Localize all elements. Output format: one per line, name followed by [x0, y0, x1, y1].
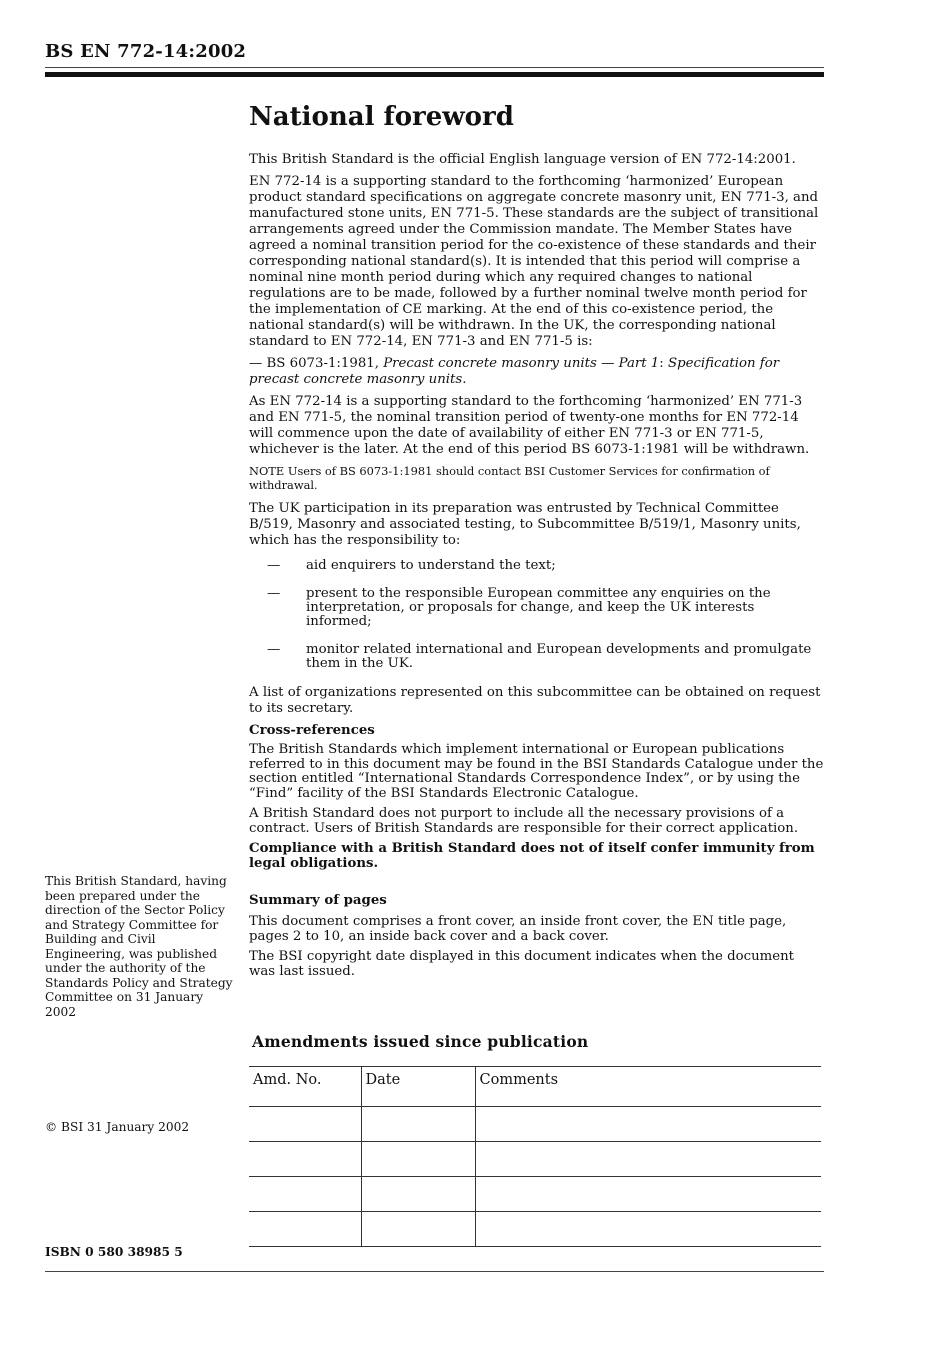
paragraph-transition-period: As EN 772-14 is a supporting standard to the forthcoming ‘harmonized’ EN 771-3 and EN 771-5, the nominal transition period of twenty-one months for EN 772-14 will commence upon the date of availability of either EN 771-3 or EN 771-5, whichever is the later. At the end of this period BS 6073-1:1981 will be withdrawn. — [249, 394, 810, 457]
table-cell — [475, 1107, 821, 1142]
table-cell — [249, 1177, 361, 1212]
table-cell — [249, 1107, 361, 1142]
column-date: Date — [361, 1067, 475, 1107]
table-row — [249, 1212, 821, 1247]
header-rule-thin — [45, 67, 824, 68]
list-item — [249, 643, 824, 671]
paragraph-uk-participation: The UK participation in its preparation was entrusted by Technical Committee B/519, Masonry and associated testing, to Subcommittee B/519/1, Masonry units, which has the responsibility to: — [249, 501, 801, 548]
bs-reference — [249, 356, 824, 388]
amendments-title: Amendments issued since publication — [252, 1032, 589, 1051]
publication-note: This British Standard, having been prepared under the direction of the Sector Policy and Strategy Committee for Building and Civil Engineering, was published under the authority of the Standards Policy and Strategy Committee on 31 January 2002 — [45, 874, 233, 1019]
paragraph-contract-provisions: A British Standard does not purport to include all the necessary provisions of a contract. Users of British Standards are responsible for their correct application. — [249, 806, 799, 836]
dash-marker: — — [267, 558, 281, 573]
header-rule-thick — [45, 72, 824, 77]
paragraph-supporting-standard: EN 772-14 is a supporting standard to the forthcoming ‘harmonized’ European product standard specifications on aggregate concrete masonry unit, EN 771-3, and manufactured stone units, EN 771-5. These standards are the subject of transitional arrangements agreed under the Commission mandate. The Member States have agreed a nominal transition period for the co-existence of these standards and their corresponding national standard(s). It is intended that this period will comprise a nominal nine month period during which any required changes to national regulations are to be made, followed by a further nominal twelve month period for the implementation of CE marking. At the end of this co-existence period, the national standard(s) will be withdrawn. In the UK, the corresponding national standard to EN 772-14, EN 771-3 and EN 771-5 is: — [249, 174, 819, 349]
table-cell — [361, 1107, 475, 1142]
table-cell — [249, 1212, 361, 1247]
amendments-table — [249, 1066, 821, 1247]
bs-ref-prefix: — BS 6073-1:1981, — [249, 356, 384, 371]
list-item — [249, 559, 824, 573]
table-cell — [361, 1142, 475, 1177]
compliance-statement: Compliance with a British Standard does not of itself confer immunity from legal obligations. — [249, 841, 815, 871]
page-title: National foreword — [249, 102, 514, 132]
paragraph-organizations: A list of organizations represented on this subcommittee can be obtained on request to its secretary. — [249, 685, 821, 716]
footer-rule — [45, 1271, 824, 1272]
column-amd-no: Amd. No. — [249, 1067, 361, 1107]
dash-marker: — — [267, 642, 281, 657]
table-cell — [475, 1212, 821, 1247]
standard-number: BS EN 772-14:2002 — [45, 41, 247, 62]
isbn: ISBN 0 580 38985 5 — [45, 1245, 183, 1259]
list-item-text: present to the responsible European committee any enquiries on the interpretation, or proposals for change, and keep the UK interests informed; — [306, 586, 771, 629]
table-cell — [361, 1177, 475, 1212]
cross-references-heading: Cross-references — [249, 723, 375, 738]
table-cell — [361, 1212, 475, 1247]
summary-text: This document comprises a front cover, an inside front cover, the EN title page, pages 2 to 10, an inside back cover and a back cover. — [249, 914, 787, 944]
bs-ref-end: . — [462, 372, 467, 387]
cross-references-text: The British Standards which implement international or European publications referred to in this document may be found in the BSI Standards Catalogue under the section entitled “International Standards Correspondence Index”, or by using the “Find” facility of the BSI Standards Electronic Catalogue. — [249, 742, 824, 801]
bs-ref-sep: : — [659, 356, 668, 371]
dash-marker: — — [267, 586, 281, 601]
bs-ref-subtitle: Specification for precast concrete masonry units — [249, 356, 780, 387]
bs-ref-title: Precast concrete masonry units — Part 1 — [383, 356, 660, 371]
list-item-text: aid enquirers to understand the text; — [306, 558, 556, 573]
note-withdrawal: NOTE Users of BS 6073-1:1981 should contact BSI Customer Services for confirmation of withdrawal. — [249, 464, 770, 492]
table-cell — [475, 1142, 821, 1177]
foreword-body — [249, 100, 824, 877]
summary-of-pages — [249, 893, 824, 985]
paragraph-official-version: This British Standard is the official English language version of EN 772-14:2001. — [249, 152, 796, 167]
column-comments: Comments — [475, 1067, 821, 1107]
summary-copyright-note: The BSI copyright date displayed in this document indicates when the document was last issued. — [249, 949, 795, 979]
copyright-notice: © BSI 31 January 2002 — [45, 1120, 190, 1134]
table-row — [249, 1177, 821, 1212]
list-item — [249, 587, 824, 629]
table-cell — [475, 1177, 821, 1212]
table-row — [249, 1142, 821, 1177]
table-header-row — [249, 1067, 821, 1107]
responsibility-list — [249, 559, 824, 671]
list-item-text: monitor related international and European developments and promulgate them in the UK. — [306, 642, 812, 671]
table-cell — [249, 1142, 361, 1177]
summary-heading: Summary of pages — [249, 893, 387, 908]
table-row — [249, 1107, 821, 1142]
